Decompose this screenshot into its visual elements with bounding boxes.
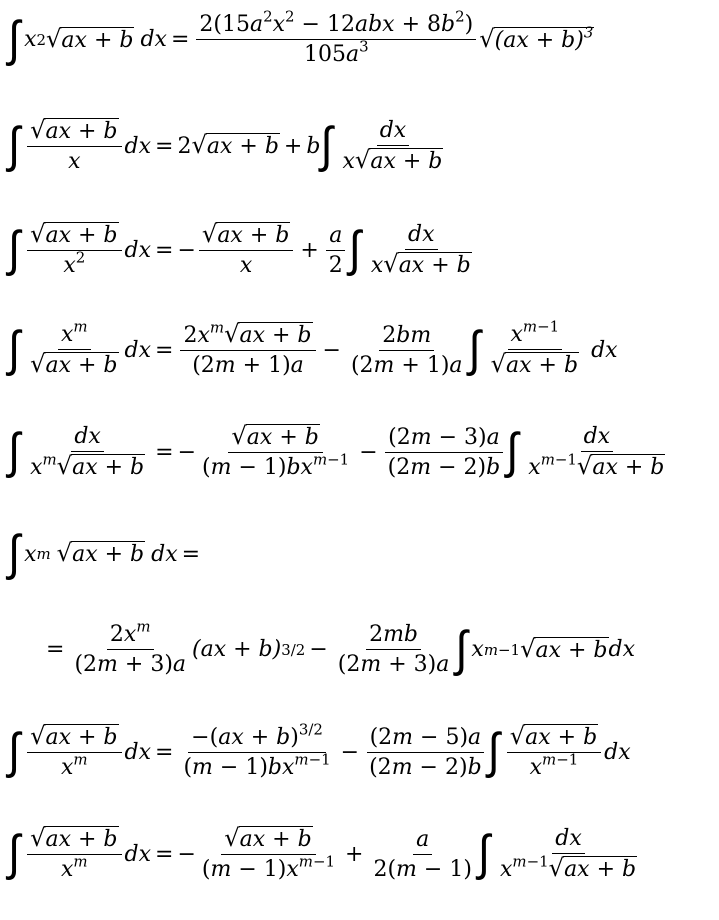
integral-sign: ∫	[320, 116, 333, 174]
integral-sign: ∫	[8, 722, 21, 780]
integral-sign: ∫	[477, 824, 490, 882]
integral-sign: ∫	[468, 320, 481, 378]
equation-4: ∫ $x^m$ √ ax + b dx = $2x^m$ √ ax + b (2m + 1)a − $\frac{2bm}{(2m + 1)a}$ ∫ $x^{m-1}$ √ ax + b dx	[8, 317, 618, 378]
equation-9: ∫ √ ax + b $x^m$ dx = − √ ax + b $(m - 1)x^{m-1}$ + $\frac{a}{2(m - 1)}$ ∫ dx $x^{m-1}$ √ ax + b	[8, 824, 637, 882]
equation-3: ∫ √ ax + b $x^2$ dx = − √ ax + b x + $\frac{a}{2}$ ∫ dx x √ ax + b	[8, 220, 471, 278]
integral-sign: ∫	[8, 422, 21, 480]
equation-1: ∫ x 2 √ ax + b dx = $\frac{2(15a^2x^2 - 12abx + 8b^2)}{105a^3}$ √ (ax + b)$^3$	[8, 7, 594, 68]
integral-sign: ∫	[8, 824, 21, 882]
equation-2: ∫ √ ax + b x dx = 2 √ ax + b + b ∫ dx x √ ax + b	[8, 116, 443, 174]
equation-7: = $\frac{2x^m}{(2m + 3)a}$ (ax + b) 3/2 − $\frac{2mb}{(2m + 3)a}$ ∫ x m−1 √ ax + b dx	[46, 617, 636, 678]
integral-sign: ∫	[455, 620, 468, 678]
equation-5: ∫ dx $x^m$ √ ax + b = − √ ax + b $(m - 1)bx^{m-1}$ − $\frac{(2m - 3)a}{(2m - 2)b}$ ∫ dx $x^{m-1}$ √ ax + b	[8, 422, 665, 480]
integral-sign: ∫	[8, 10, 21, 68]
integral-sign: ∫	[506, 422, 519, 480]
integral-sign: ∫	[8, 116, 21, 174]
equation-8: ∫ √ ax + b $x^m$ dx = $\frac{-(ax + b)^{3/2}}{(m - 1)bx^{m-1}}$ − $\frac{(2m - 5)a}{(2m - 2)b}$ ∫ √ ax + b $x^{m-1}$ dx	[8, 719, 631, 780]
integral-sign: ∫	[348, 220, 361, 278]
integral-sign: ∫	[8, 320, 21, 378]
integral-sign: ∫	[487, 722, 500, 780]
integral-sign: ∫	[8, 524, 21, 582]
equation-6: ∫ x m √ ax + b dx =	[8, 524, 201, 582]
integral-sign: ∫	[8, 220, 21, 278]
